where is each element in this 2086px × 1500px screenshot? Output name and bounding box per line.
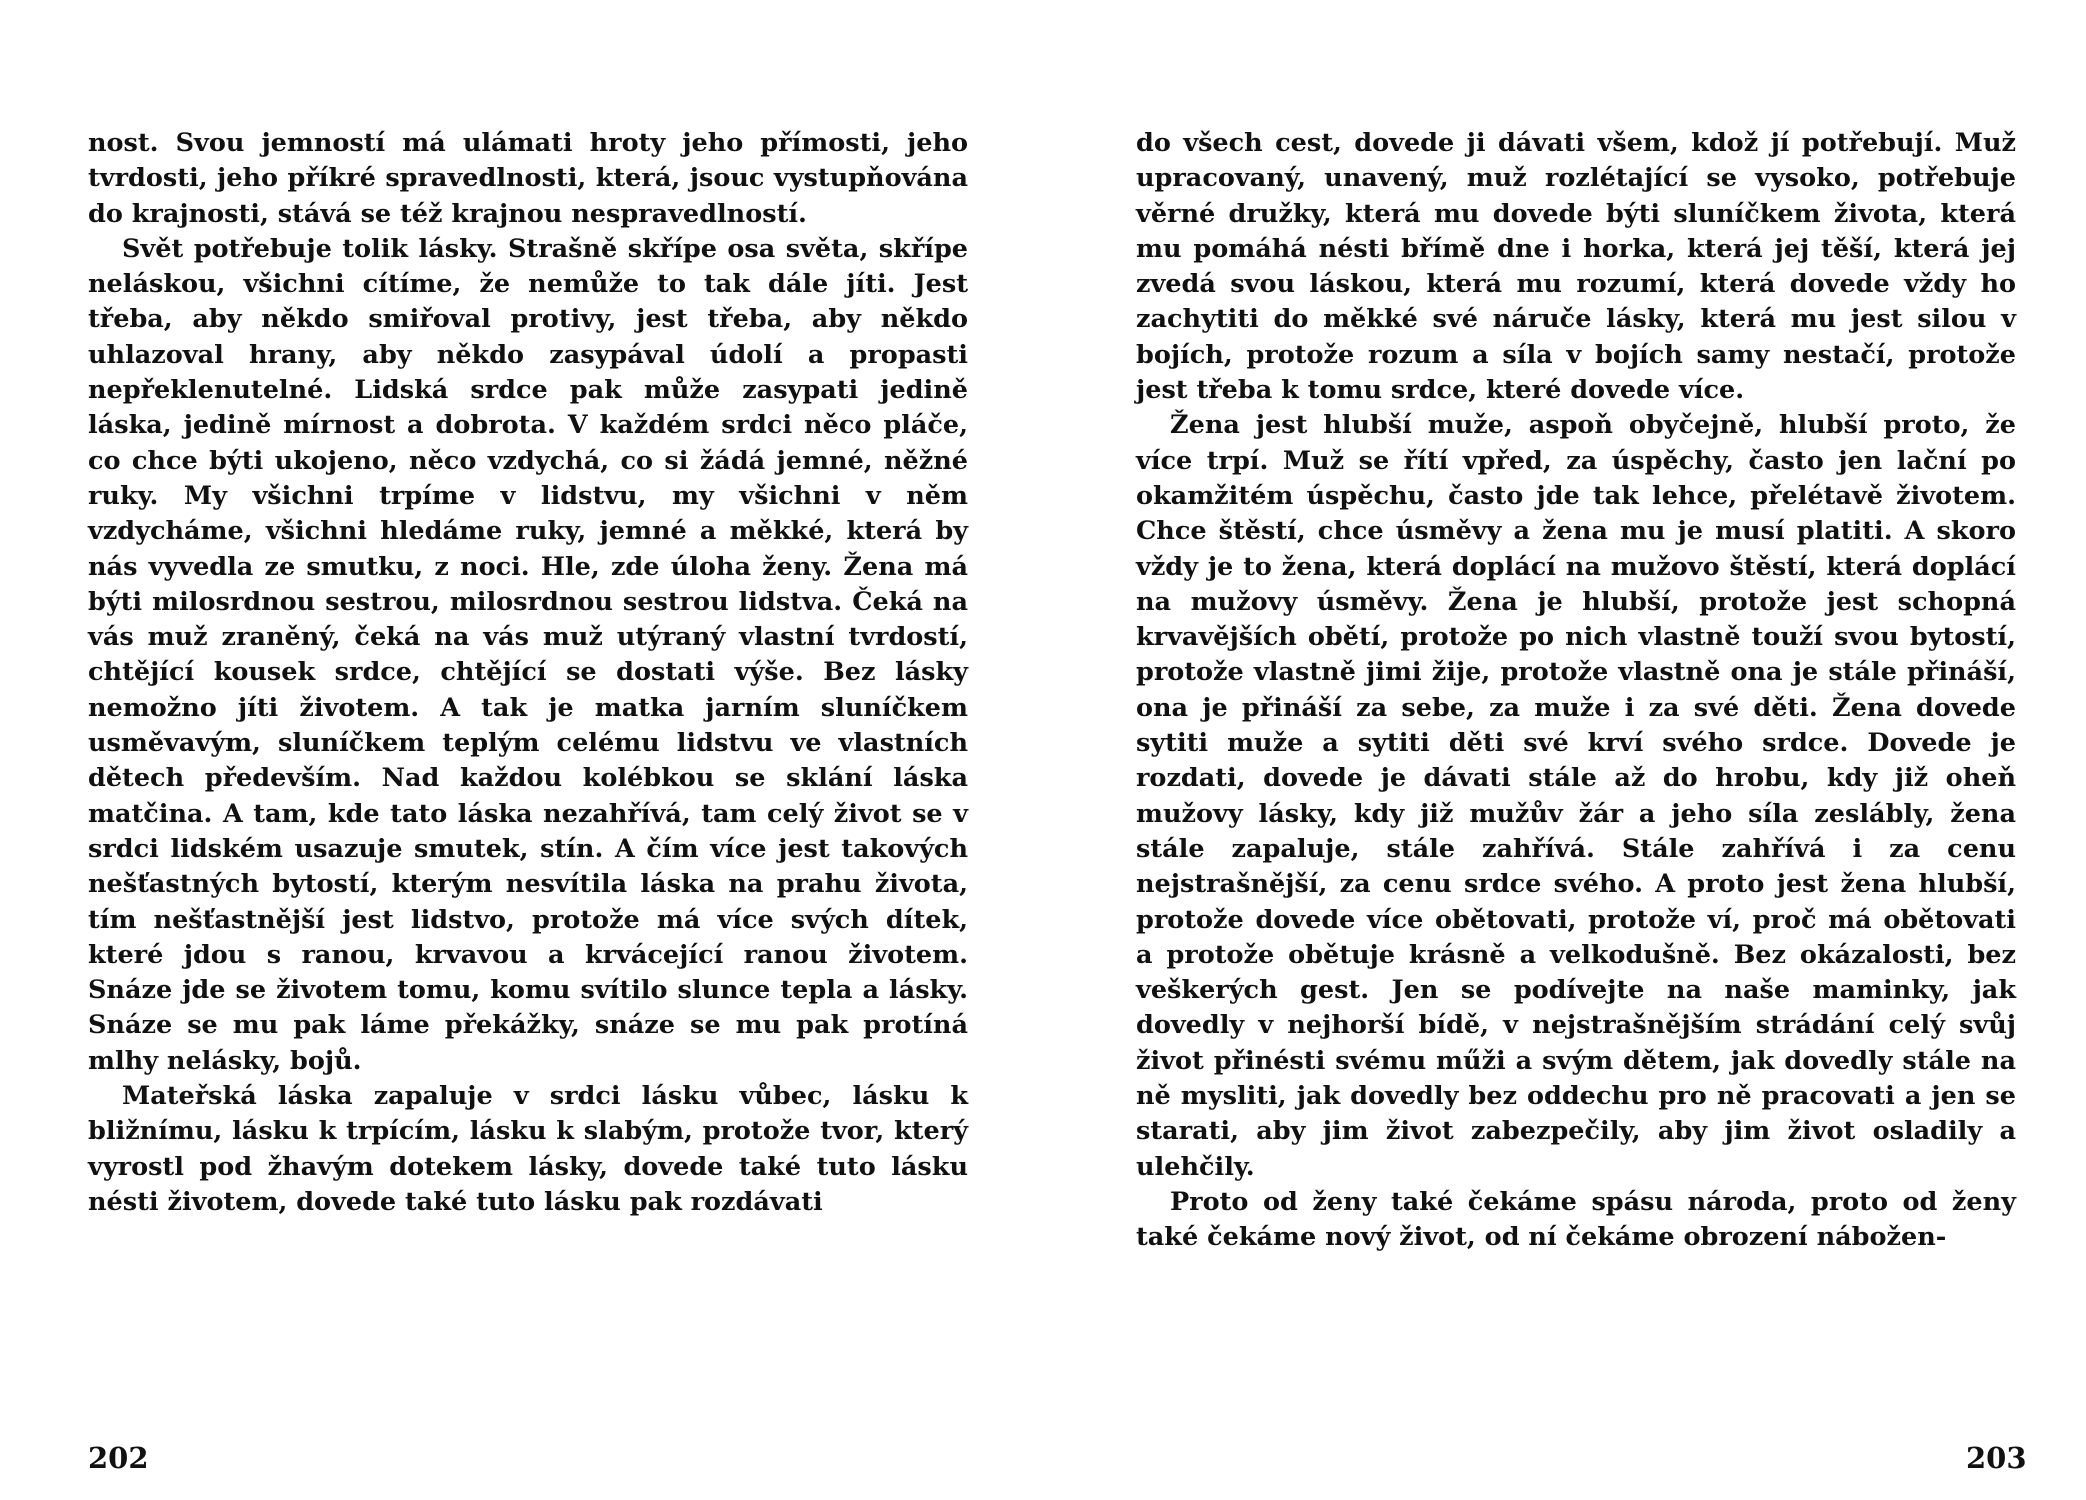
right-paragraph-3: Proto od ženy také čekáme spásu národa, proto od ženy také čekáme nový život, od ní čekáme obrození nábožen- [1136, 1186, 2016, 1253]
right-paragraph-2: Žena jest hlubší muže, aspoň obyčejně, hlubší proto, že více trpí. Muž se řítí vpřed, za úspěchy, často jen lační po okamžitém úspěchu, často jde tak lehce, přelétavě životem. Chce štěstí, chce úsměvy a žena mu je musí platiti. A skoro vždy je to žena, která doplácí na mužovo štěstí, která doplácí na mužovy úsměvy. Žena je hlubší, protože jest schopná krvavějších obětí, protože po nich vlastně touží svou bytostí, protože vlastně jimi žije, protože vlastně ona je stále přináší, ona je přináší za sebe, za muže i za své děti. Žena dovede sytiti muže a sytiti děti své krví svého srdce. Dovede je rozdati, dovede je dávati stále až do hrobu, kdy již oheň mužovy lásky, kdy již mužův žár a jeho síla zeslábly, žena stále zapaluje, stále zahřívá. Stále zahřívá i za cenu nejstrašnější, za cenu srdce svého. A proto jest žena hlubší, protože dovede více obětovati, protože ví, proč má obětovati a protože obětuje krásně a velkodušně. Bez okázalosti, bez veškerých gest. Jen se podívejte na naše maminky, jak dovedly v nejhorší bídě, v nejstrašnějším strádání celý svůj život přinésti svému műži a svým dětem, jak dovedly stále na ně mysliti, jak dovedly bez oddechu pro ně pracovati a jen se starati, aby jim život zabezpečily, aby jim život osladily a ulehčily. [1136, 410, 2016, 1182]
left-page-number: 202 [88, 1441, 149, 1475]
right-paragraph-1: do všech cest, dovede ji dávati všem, kdož jí potřebují. Muž upracovaný, unavený, muž rozlétající se vysoko, potřebuje věrné družky, která mu dovede býti sluníčkem života, která mu pomáhá nésti břímě dne i horka, která jej těší, která jej zvedá svou láskou, která mu rozumí, která dovede vždy ho zachytiti do měkké své náruče lásky, která mu jest silou v bojích, protože rozum a síla v bojích samy nestačí, protože jest třeba k tomu srdce, které dovede více. [1136, 128, 2016, 406]
right-page-number: 203 [1966, 1441, 2027, 1475]
left-paragraph-2: Svět potřebuje tolik lásky. Strašně skřípe osa světa, skřípe neláskou, všichni cítíme, že nemůže to tak dále jíti. Jest třeba, aby někdo smiřoval protivy, jest třeba, aby někdo uhlazoval hrany, aby někdo zasypával údolí a propasti nepřeklenutelné. Lidská srdce pak může zasypati jedině láska, jedině mírnost a dobrota. V každém srdci něco pláče, co chce býti ukojeno, něco vzdychá, co si žádá jemné, něžné ruky. My všichni trpíme v lidstvu, my všichni v něm vzdycháme, všichni hledáme ruky, jemné a měkké, která by nás vyvedla ze smutku, z noci. Hle, zde úloha ženy. Žena má býti milosrdnou sestrou, milosrdnou sestrou lidstva. Čeká na vás muž zraněný, čeká na vás muž utýraný vlastní tvrdostí, chtějící kousek srdce, chtějící se dostati výše. Bez lásky nemožno jíti životem. A tak je matka jarním sluníčkem usměvavým, sluníčkem teplým celému lidstvu ve vlastních dětech především. Nad každou kolébkou se sklání láska matčina. A tam, kde tato láska nezahřívá, tam celý život se v srdci lidském usazuje smutek, stín. A čím více jest takových nešťastných bytostí, kterým nesvítila láska na prahu života, tím nešťastnější jest lidstvo, protože má více svých dítek, které jdou s ranou, krvavou a krvácející ranou životem. Snáze jde se životem tomu, komu svítilo slunce tepla a lásky. Snáze se mu pak láme překážky, snáze se mu pak protíná mlhy nelásky, bojů. [88, 233, 968, 1076]
right-page-body [1136, 126, 2016, 1256]
left-paragraph-3: Mateřská láska zapaluje v srdci lásku vůbec, lásku k bližnímu, lásku k trpícím, lásku k slabým, protože tvor, který vyrostl pod žhavým dotekem lásky, dovede také tuto lásku nésti životem, dovede také tuto lásku pak rozdávati [88, 1081, 968, 1217]
left-page [88, 126, 968, 1220]
right-page [1136, 126, 2016, 1256]
left-page-body [88, 126, 968, 1220]
left-paragraph-1: nost. Svou jemností má ulámati hroty jeho přímosti, jeho tvrdosti, jeho příkré spravedlnosti, která, jsouc vystupňována do krajnosti, stává se též krajnou nespravedlností. [88, 128, 968, 229]
